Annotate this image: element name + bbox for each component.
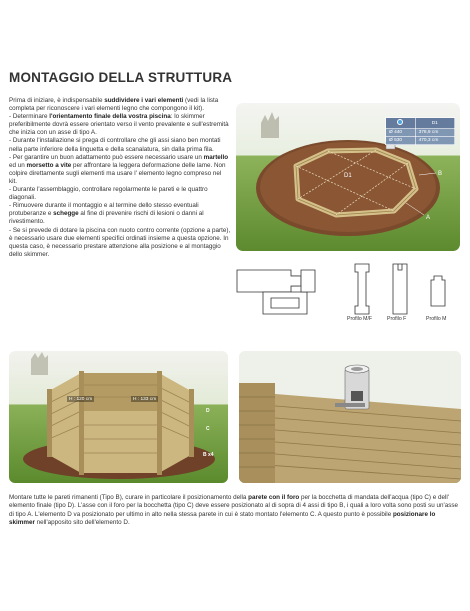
intro-run: ed un — [9, 161, 27, 169]
bottom-run: per la bocchetta di mandata dell'acqua (tipo C) e dell' elemento finale (tipo D). L'asse con il foro per la bocchetta (tipo C) deve essere posizionato al di sopra di 4 assi di tipo B, i quali a loro volta sono posti su un'asse di tipo A. L'elemento D va posizionato per ultimo in alto nella stessa parete in cui è stato montato l'elemento C. A questo punto è possibile — [9, 494, 459, 518]
intro-run: - Se si prevede di dotare la piscina con nuoto contro corrente (opzione a parte), è necessario usare due elementi specifici ordinati insieme a questa opzione. In questa caso, è necessario prestare attenzione alla posizione e al montaggio dello skimmer. — [9, 226, 231, 258]
skimmer-detail-figure — [239, 351, 461, 483]
profiles-figure — [235, 258, 461, 330]
label-c: C — [206, 426, 210, 432]
intro-run: - Durante l'assemblaggio, controllare regolarmente le pareti e le quattro diagonali. — [9, 186, 208, 202]
walls-assembled-illustration — [9, 351, 228, 483]
intro-paragraph — [9, 186, 231, 202]
label-d: D — [206, 408, 210, 414]
intro-paragraph — [9, 97, 231, 113]
assembly-instructions — [9, 494, 461, 528]
row-value: 378,9 cm — [415, 129, 454, 137]
intro-paragraph — [9, 227, 231, 259]
intro-run: morsetto a vite — [26, 161, 72, 169]
intro-run: : lo skimmer preferibilmente dovrà essere orientato verso il vento prevalente e sull'estremità che inizia con un asse di tipo A. — [9, 113, 229, 137]
row-label: Ø 530 — [386, 137, 416, 145]
profile-mf-label: Profilo M/F — [347, 316, 373, 322]
page-title: MONTAGGIO DELLA STRUTTURA — [9, 70, 233, 85]
table-header-icon — [386, 118, 416, 129]
bottom-run: Montare tutte le pareti rimanenti (Tipo B), curare in particolare il posizionamento della — [9, 494, 249, 501]
intro-paragraph — [9, 137, 231, 153]
row-value: 470,3 cm — [415, 137, 454, 145]
intro-paragraph — [9, 113, 231, 137]
intro-run: (vedi la lista completa per riconoscere i vari elementi legno che compongono il kit). — [9, 97, 219, 113]
walls-assembled-figure — [9, 351, 228, 483]
label-a: A — [426, 215, 431, 221]
table-row — [386, 137, 455, 145]
height-tag-120: H : 120 cm — [69, 396, 93, 402]
table-header-d1: D1 — [415, 118, 454, 129]
intro-run: martello — [203, 153, 229, 161]
label-d1: D1 — [344, 173, 352, 179]
intro-paragraph — [9, 202, 231, 226]
intro-run: - Durante l'installazione si prega di controllare che gli assi siano ben montati nella parte inferiore della linguetta e della scanalatura, sin dalla prima fila. — [9, 137, 221, 153]
height-tag-133: H : 133 cm — [133, 396, 157, 402]
label-b-x4: B x4 — [203, 452, 214, 458]
intro-run: per affrontare la leggera deformazione delle lame. Non colpire direttamente sugli elementi ma usare l' elemento legno compreso nel kit. — [9, 161, 226, 185]
bottom-run: posizionare lo skimmer — [9, 510, 436, 527]
profile-m-label: Profilo M — [426, 316, 447, 322]
intro-run: - Per garantire un buon adattamento può essere necessario usare un — [9, 153, 204, 161]
intro-run: schegge — [53, 210, 79, 218]
intro-run: al fine di prevenire rischi di lesioni o danni al rivestimento. — [9, 210, 204, 226]
intro-run: Prima di iniziare, è indispensabile — [9, 97, 105, 104]
table-row — [386, 129, 455, 137]
label-b: B — [438, 171, 443, 177]
bottom-run: nell'apposito sito dell'elemento D. — [34, 519, 130, 527]
intro-run: - Rimuovere durante il montaggio e al termine dello stesso eventuali protuberanze e — [9, 202, 199, 218]
intro-run: - Determinare — [9, 113, 50, 121]
intro-run: l'orientamento finale della vostra piscina — [49, 113, 171, 121]
skimmer-detail-illustration — [239, 351, 461, 483]
intro-text — [9, 97, 231, 259]
bottom-run: parete con il foro — [248, 494, 300, 501]
profile-f-label: Profilo F — [387, 316, 407, 322]
intro-paragraph — [9, 154, 231, 186]
row-label: Ø 440 — [386, 129, 416, 137]
intro-run: suddividere i vari elementi — [104, 97, 184, 104]
diagonal-measure-table — [385, 117, 455, 145]
